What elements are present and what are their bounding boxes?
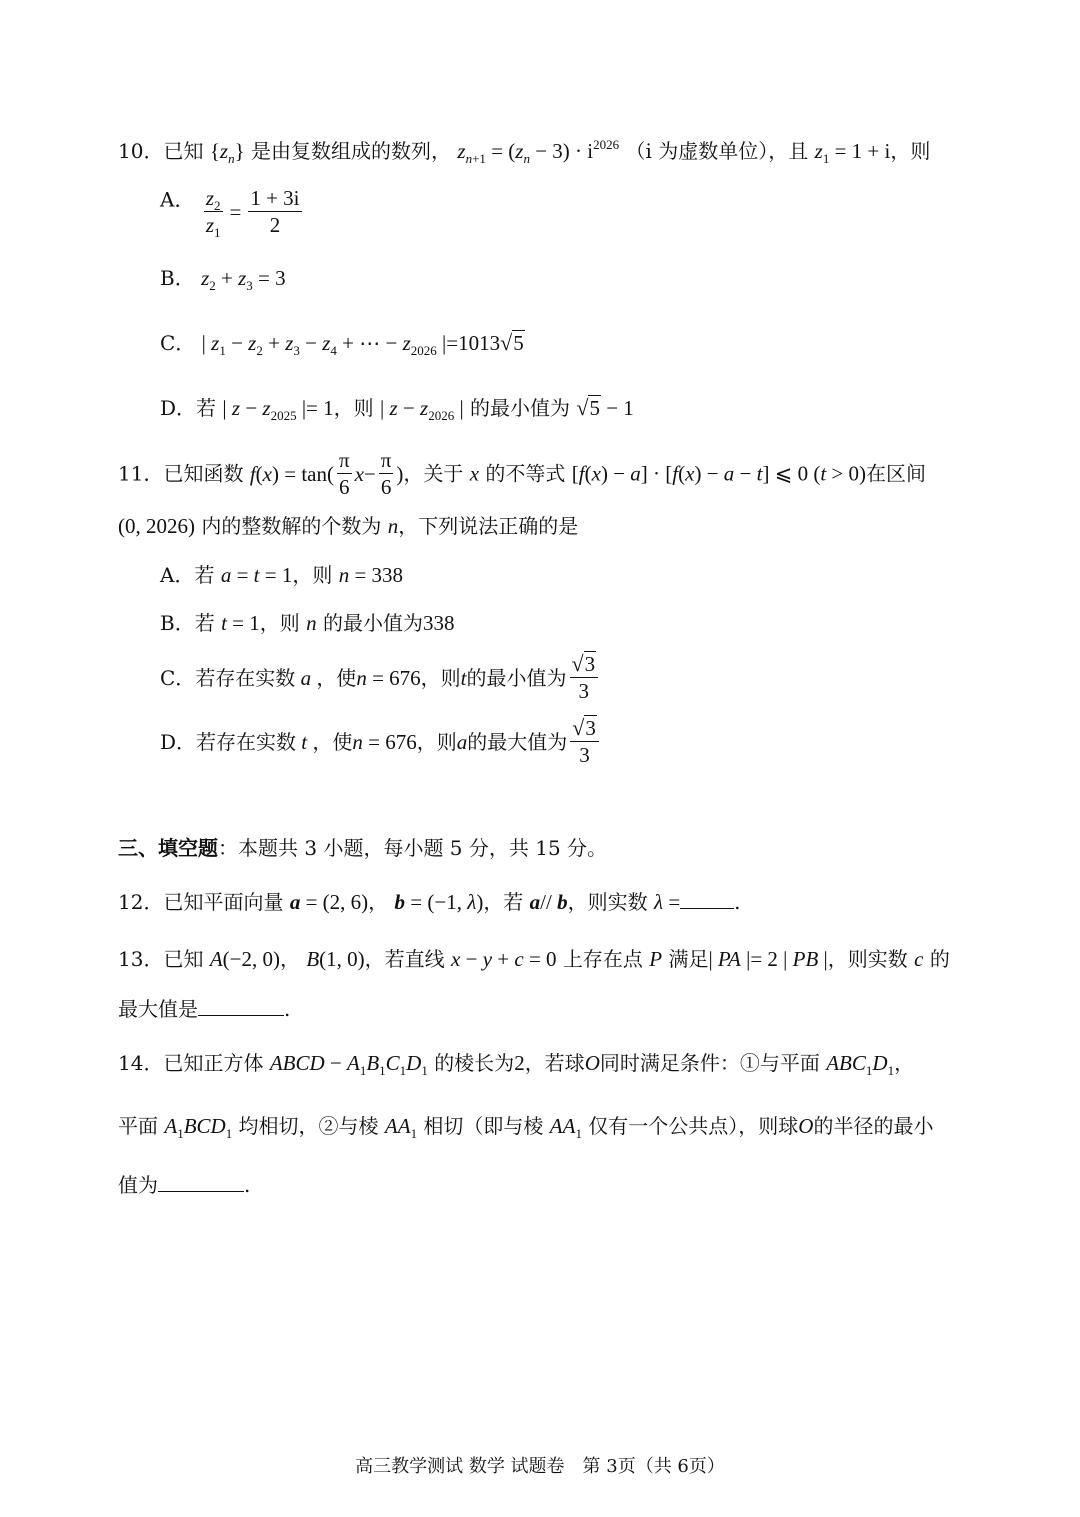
answer-blank[interactable]: [198, 997, 284, 1016]
question-10-option-a: A． $\frac{z_2}{z_1}$ = $\frac{1 + 3i}{2}$: [160, 186, 300, 240]
question-11-option-c: C． 若存在实数 a ，使 n = 676 ，则 t 的最小值为 $\frac{√3}{3}$: [160, 652, 601, 703]
question-number: 12．: [118, 890, 164, 914]
question-10-option-d: D．若 | $z - z_{2025}$ |= 1，则 | $z - z_{2026}$ | 的最小值为 √5 − 1: [160, 395, 634, 423]
question-10-stem: 10．已知 $\{z_n\}$ 是由复数组成的数列， $z_{n+1} = (z_n - 3) \cdot i^{2026}$ （i 为虚数单位），且 $z_1 = 1 + i$，则: [118, 137, 931, 166]
question-11-option-d: D． 若存在实数 t ，使 n = 676 ，则 a 的最大值为 $\frac{√3}{3}$: [160, 716, 602, 767]
option-label: C．: [160, 665, 196, 690]
option-label: D．: [160, 729, 197, 754]
section-heading: 三、填空题：本题共 3 小题，每小题 5 分，共 15 分。: [118, 836, 608, 860]
question-number: 10．: [118, 139, 164, 163]
question-10-option-b: B． $z_2 + z_3 = 3$: [160, 266, 286, 293]
option-label: D．: [160, 396, 197, 420]
option-label: B．: [160, 266, 195, 290]
option-label: B．: [160, 611, 195, 635]
question-12: 12．已知平面向量 a = (2, 6)， b = (−1, λ)，若 a// b，则实数 λ = .: [118, 890, 741, 914]
question-13-line2: 最大值是 .: [118, 997, 291, 1021]
question-11-stem: 11．已知函数 f ( x ) = tan( $\frac{\pi}{6}$ x − $\frac{\pi}{6}$ )，关于 x 的不等式 [f(x) − a] · [f(x) − a − t] ⩽ 0 (t > 0)在区间: [118, 448, 927, 499]
question-number: 13．: [118, 947, 164, 971]
page-footer: 高三教学测试 数学 试题卷 第 3页（共 6页）: [355, 1456, 725, 1477]
option-label: A．: [160, 563, 195, 587]
question-11-option-a: A．若 a = t = 1，则 n = 338: [160, 563, 404, 587]
option-label: C．: [160, 331, 196, 355]
question-number: 11．: [118, 461, 164, 486]
question-14-line2: 平面 $A_1BCD_1$ 均相切，②与棱 $AA_1$ 相切（即与棱 $AA_1$ 仅有一个公共点），则球O的半径的最小: [118, 1114, 934, 1141]
question-14: 14．已知正方体 ABCD − $A_1B_1C_1D_1$ 的棱长为2，若球O同时满足条件：①与平面 $ABC_1D_1$，: [118, 1051, 915, 1078]
question-13: 13．已知 A(−2, 0)， B(1, 0)，若直线 x − y + c = 0 上存在点 P 满足| PA |= 2 | PB |，则实数 c 的: [118, 947, 950, 971]
question-11-stem-line2: (0, 2026) 内的整数解的个数为 n，下列说法正确的是: [118, 514, 579, 538]
question-10-option-c: C． | $z_1 - z_2 + z_3 - z_4$ + ⋯ − $z_{2026}$ |=1013√5: [160, 330, 524, 358]
question-number: 14．: [118, 1051, 164, 1075]
answer-blank[interactable]: [158, 1173, 244, 1192]
question-14-line3: 值为 .: [118, 1173, 251, 1197]
option-label: A．: [160, 187, 195, 212]
question-11-option-b: B．若 t = 1，则 n 的最小值为338: [160, 611, 455, 635]
answer-blank[interactable]: [680, 890, 734, 909]
